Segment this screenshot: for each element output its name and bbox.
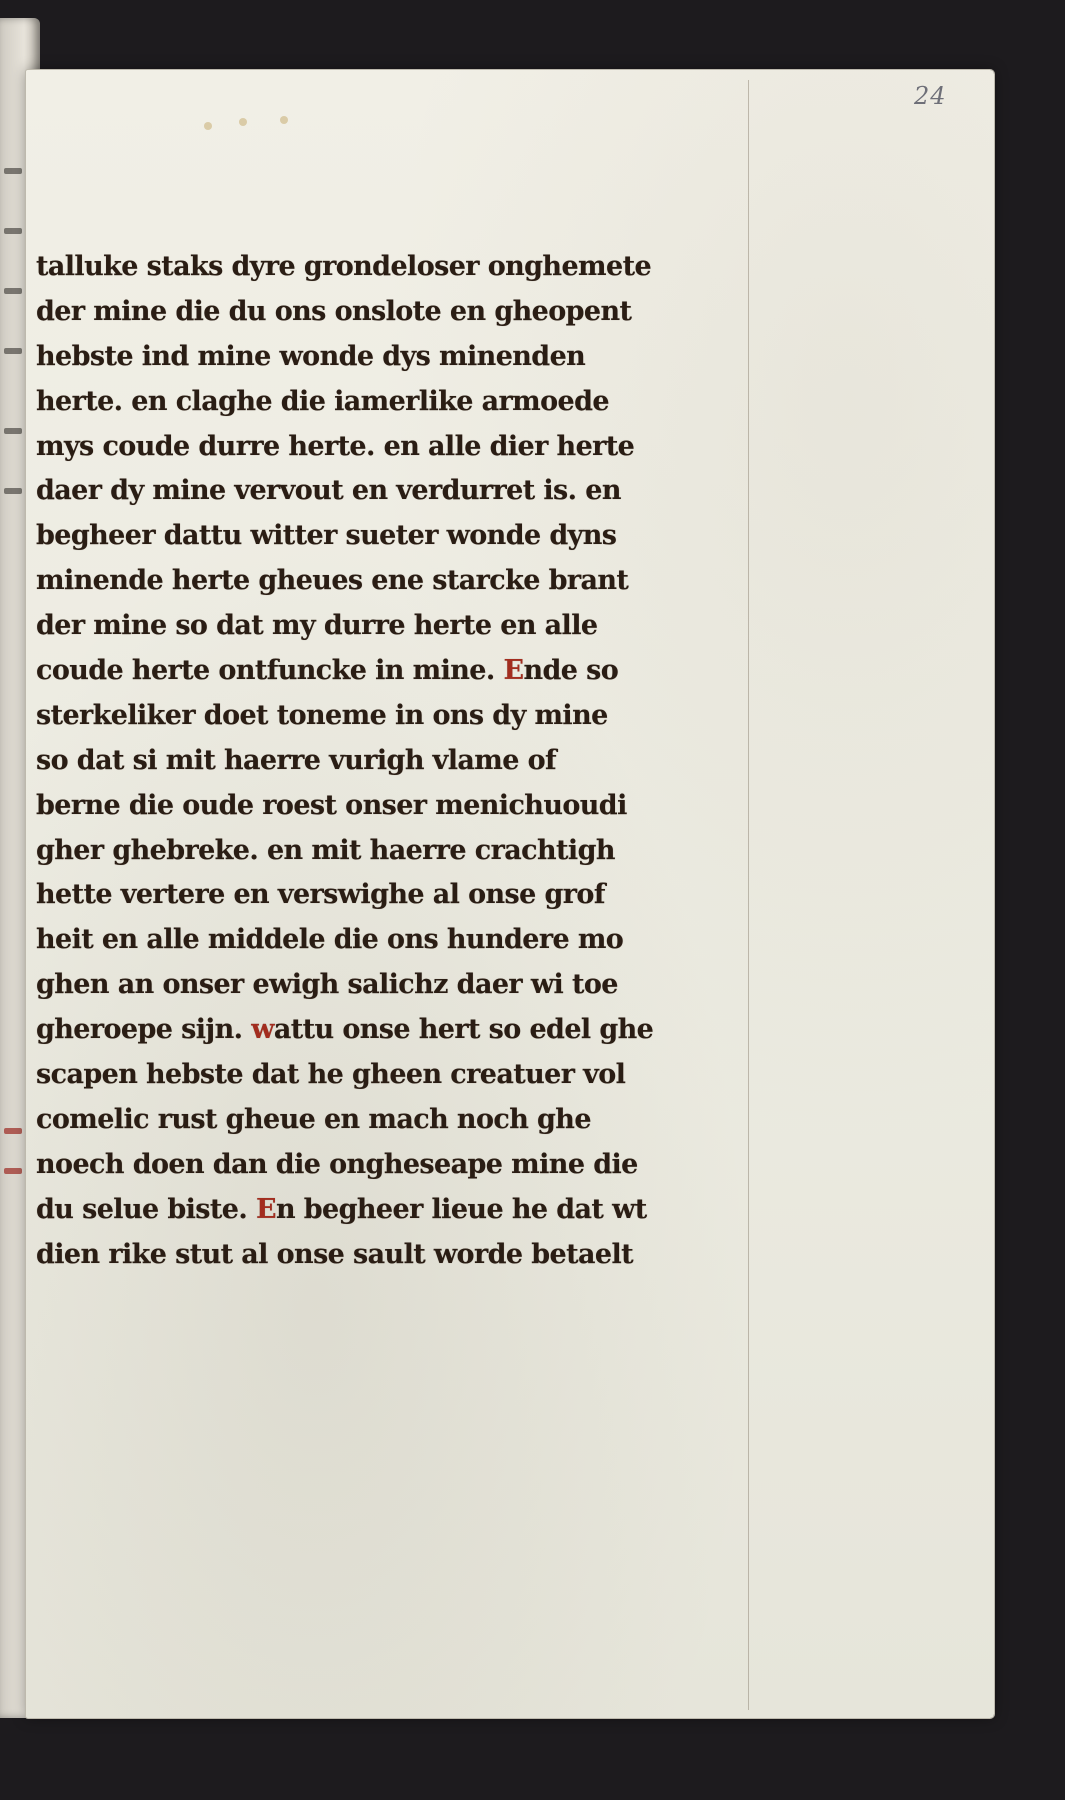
bleed-through-mark <box>4 488 22 494</box>
text-line <box>36 469 771 514</box>
line-text-continued: attu onse hert so edel ghe <box>273 1014 654 1046</box>
bleed-through-mark <box>4 1168 22 1174</box>
bleed-through-mark <box>4 228 22 234</box>
line-text: gher ghebreke. en mit haerre crachtigh <box>36 834 615 866</box>
line-text: hebste ind mine wonde dys minenden <box>36 340 586 372</box>
folio-page <box>26 70 994 1718</box>
text-line <box>36 245 771 290</box>
line-text: heit en alle middele die ons hundere mo <box>36 924 624 956</box>
rubricated-initial: E <box>503 655 524 687</box>
line-text: comelic rust gheue en mach noch ghe <box>36 1103 591 1135</box>
line-text: der mine so dat my durre herte en alle <box>36 610 598 642</box>
text-line <box>36 1008 771 1053</box>
text-line <box>36 1188 771 1233</box>
text-line <box>36 694 771 739</box>
bleed-through-mark <box>4 348 22 354</box>
text-line <box>36 739 771 784</box>
line-text: so dat si mit haerre vurigh vlame of <box>36 744 557 776</box>
line-text: begheer dattu witter sueter wonde dyns <box>36 520 617 552</box>
text-line <box>36 604 771 649</box>
line-text-continued: nde so <box>523 655 619 687</box>
bleed-through-mark <box>4 168 22 174</box>
line-text: mys coude durre herte. en alle dier herte <box>36 430 635 462</box>
text-line <box>36 380 771 425</box>
text-line <box>36 514 771 559</box>
line-text: hette vertere en verswighe al onse grof <box>36 879 605 911</box>
line-text: dien rike stut al onse sault worde betaelt <box>36 1238 633 1270</box>
line-text: sterkeliker doet toneme in ons dy mine <box>36 699 608 731</box>
text-line <box>36 1143 771 1188</box>
text-line <box>36 1098 771 1143</box>
parchment-stain <box>239 118 247 126</box>
parchment-stain <box>204 122 212 130</box>
text-line <box>36 784 771 829</box>
text-line <box>36 559 771 604</box>
rubricated-initial: w <box>251 1014 274 1046</box>
text-line <box>36 1053 771 1098</box>
line-text: herte. en claghe die iamerlike armoede <box>36 385 609 417</box>
line-text-continued: n begheer lieue he dat wt <box>275 1193 647 1225</box>
text-block <box>36 245 771 1277</box>
text-line <box>36 1233 771 1278</box>
text-line <box>36 829 771 874</box>
text-line <box>36 290 771 335</box>
line-text: du selue biste. <box>36 1193 256 1225</box>
text-line <box>36 918 771 963</box>
text-line <box>36 649 771 694</box>
parchment-stain <box>280 116 288 124</box>
bleed-through-mark <box>4 288 22 294</box>
rubricated-initial: E <box>255 1193 276 1225</box>
text-line <box>36 873 771 918</box>
line-text: scapen hebste dat he gheen creatuer vol <box>36 1059 626 1091</box>
line-text: gheroepe sijn. <box>36 1014 252 1046</box>
bleed-through-mark <box>4 1128 22 1134</box>
line-text: der mine die du ons onslote en gheopent <box>36 295 632 327</box>
bleed-through-mark <box>4 428 22 434</box>
line-text: berne die oude roest onser menichuoudi <box>36 789 627 821</box>
text-line <box>36 335 771 380</box>
line-text: ghen an onser ewigh salichz daer wi toe <box>36 969 618 1001</box>
line-text: minende herte gheues ene starcke brant <box>36 565 629 597</box>
line-text: daer dy mine vervout en verdurret is. en <box>36 475 621 507</box>
line-text: talluke staks dyre grondeloser onghemete <box>36 251 652 282</box>
text-line <box>36 963 771 1008</box>
text-line <box>36 425 771 470</box>
line-text: coude herte ontfuncke in mine. <box>36 655 504 687</box>
folio-number: 24 <box>914 82 947 110</box>
line-text: noech doen dan die ongheseape mine die <box>36 1148 638 1180</box>
